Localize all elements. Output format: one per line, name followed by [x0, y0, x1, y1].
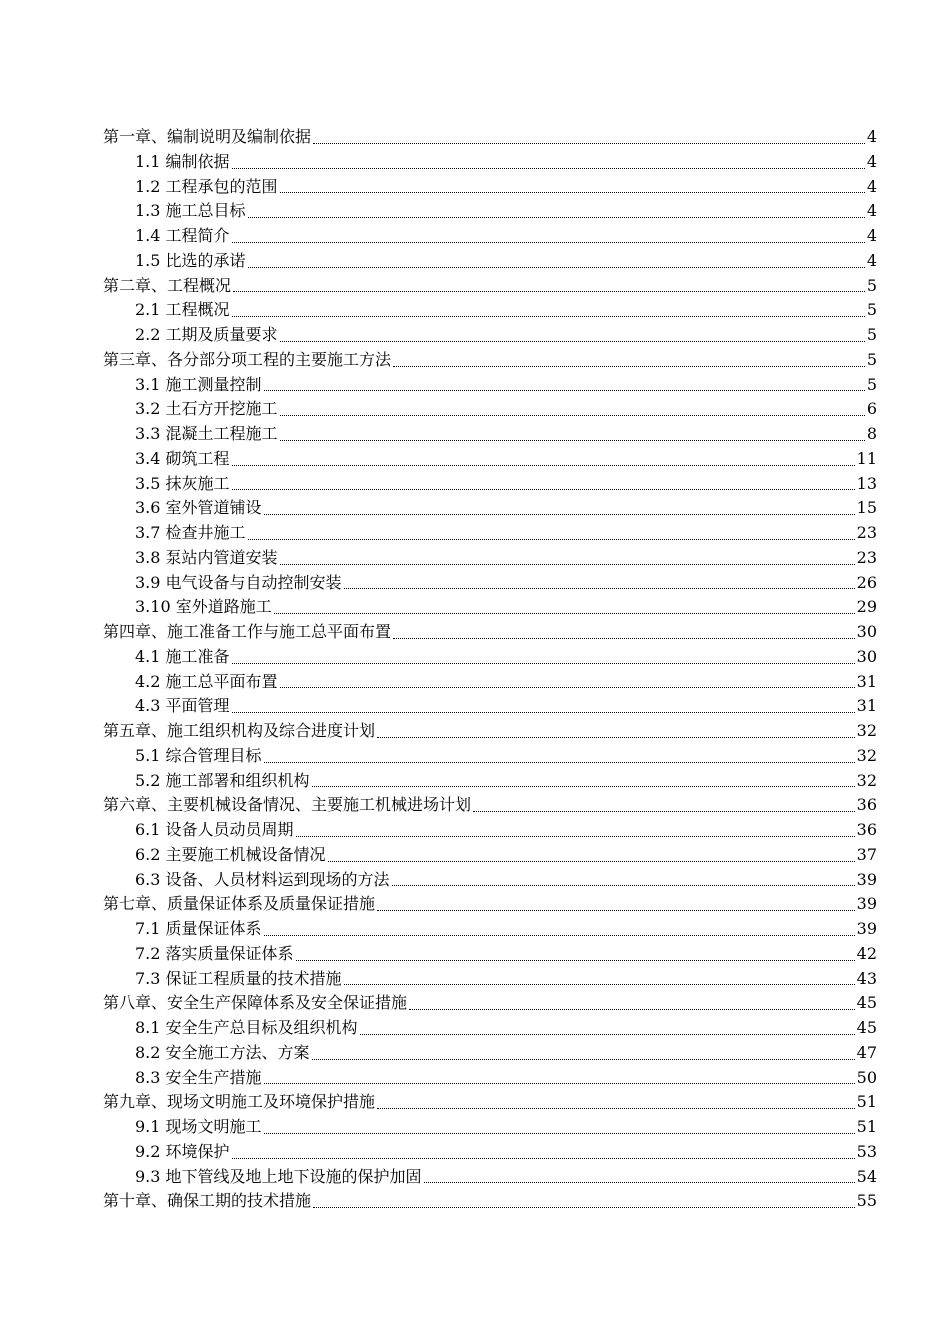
- toc-section-entry[interactable]: [103, 472, 877, 497]
- toc-dot-leader: [360, 1033, 855, 1035]
- toc-dot-leader: [264, 513, 855, 515]
- toc-dot-leader: [232, 662, 855, 664]
- toc-dot-leader: [377, 909, 855, 911]
- toc-entry-title: 第八章、安全生产保障体系及安全保证措施: [103, 993, 408, 1013]
- toc-entry-title: 8.2 安全施工方法、方案: [135, 1042, 310, 1062]
- toc-section-entry[interactable]: [103, 496, 877, 521]
- toc-entry-page-number: 4: [866, 226, 877, 245]
- toc-entry-page-number: 36: [856, 820, 877, 839]
- toc-dot-leader: [248, 538, 855, 540]
- toc-section-entry[interactable]: [103, 843, 877, 868]
- toc-section-entry[interactable]: [103, 199, 877, 224]
- toc-dot-leader: [473, 810, 855, 812]
- toc-section-entry[interactable]: [103, 670, 877, 695]
- toc-entry-title: 3.1 施工测量控制: [135, 374, 262, 394]
- toc-section-entry[interactable]: [103, 942, 877, 967]
- toc-entry-title: 4.3 平面管理: [135, 696, 230, 716]
- toc-section-entry[interactable]: [103, 1115, 877, 1140]
- toc-entry-title: 1.4 工程简介: [135, 226, 230, 245]
- toc-chapter-entry[interactable]: [103, 719, 877, 744]
- toc-chapter-entry[interactable]: [103, 892, 877, 917]
- toc-entry-page-number: 11: [856, 448, 877, 468]
- toc-dot-leader: [232, 1157, 855, 1159]
- toc-chapter-entry[interactable]: [103, 793, 877, 818]
- toc-entry-page-number: 15: [856, 498, 877, 518]
- toc-entry-page-number: 29: [856, 597, 877, 617]
- toc-section-entry[interactable]: [103, 645, 877, 670]
- toc-section-entry[interactable]: [103, 422, 877, 447]
- toc-entry-title: 第十章、确保工期的技术措施: [103, 1191, 312, 1211]
- toc-dot-leader: [264, 1082, 855, 1084]
- toc-entry-title: 1.2 工程承包的范围: [135, 176, 278, 196]
- toc-dot-leader: [344, 587, 855, 589]
- toc-dot-leader: [232, 464, 855, 466]
- toc-entry-title: 3.4 砌筑工程: [135, 448, 230, 468]
- toc-section-entry[interactable]: [103, 1140, 877, 1165]
- toc-dot-leader: [248, 216, 865, 218]
- toc-entry-page-number: 5: [866, 275, 877, 295]
- toc-entry-page-number: 13: [856, 473, 877, 493]
- toc-entry-page-number: 51: [856, 1092, 877, 1112]
- toc-entry-title: 第四章、施工准备工作与施工总平面布置: [103, 622, 392, 641]
- toc-entry-title: 3.3 混凝土工程施工: [135, 424, 278, 443]
- toc-chapter-entry[interactable]: [103, 274, 877, 299]
- toc-dot-leader: [264, 761, 855, 763]
- toc-entry-title: 第五章、施工组织机构及综合进度计划: [103, 721, 376, 740]
- toc-dot-leader: [393, 365, 865, 367]
- toc-entry-page-number: 47: [856, 1042, 877, 1062]
- toc-dot-leader: [232, 488, 855, 490]
- toc-entry-title: 4.1 施工准备: [135, 646, 230, 666]
- toc-dot-leader: [409, 1008, 855, 1010]
- toc-dot-leader: [280, 686, 855, 688]
- toc-entry-title: 9.3 地下管线及地上地下设施的保护加固: [135, 1166, 422, 1186]
- toc-entry-page-number: 8: [866, 424, 877, 443]
- toc-dot-leader: [232, 711, 855, 713]
- toc-entry-title: 3.2 土石方开挖施工: [135, 399, 278, 419]
- toc-entry-page-number: 45: [856, 1018, 877, 1037]
- toc-entry-title: 4.2 施工总平面布置: [135, 671, 278, 691]
- toc-entry-title: 6.3 设备、人员材料运到现场的方法: [135, 869, 390, 889]
- toc-entry-title: 3.9 电气设备与自动控制安装: [135, 572, 342, 592]
- toc-dot-leader: [296, 959, 855, 961]
- toc-entry-title: 8.3 安全生产措施: [135, 1067, 262, 1087]
- toc-dot-leader: [280, 340, 865, 342]
- toc-dot-leader: [377, 736, 855, 738]
- toc-chapter-entry[interactable]: [103, 1090, 877, 1115]
- toc-entry-title: 5.1 综合管理目标: [135, 745, 262, 765]
- toc-entry-title: 3.5 抹灰施工: [135, 473, 230, 493]
- toc-section-entry[interactable]: [103, 818, 877, 843]
- toc-entry-title: 7.2 落实质量保证体系: [135, 943, 294, 963]
- toc-section-entry[interactable]: [103, 1066, 877, 1091]
- toc-entry-title: 第三章、各分部分项工程的主要施工方法: [103, 349, 392, 369]
- toc-dot-leader: [377, 1107, 855, 1109]
- toc-dot-leader: [313, 1206, 855, 1208]
- toc-entry-title: 第一章、编制说明及编制依据: [103, 127, 312, 146]
- toc-entry-page-number: 42: [856, 943, 877, 963]
- toc-entry-page-number: 39: [856, 919, 877, 938]
- toc-entry-title: 3.7 检查井施工: [135, 523, 246, 542]
- toc-section-entry[interactable]: [103, 447, 877, 472]
- toc-entry-page-number: 54: [856, 1166, 877, 1186]
- toc-section-entry[interactable]: [103, 744, 877, 769]
- toc-dot-leader: [232, 241, 865, 243]
- toc-dot-leader: [313, 142, 865, 144]
- toc-section-entry[interactable]: [103, 323, 877, 348]
- toc-entry-page-number: 36: [856, 795, 877, 815]
- toc-dot-leader: [264, 1132, 855, 1134]
- toc-chapter-entry[interactable]: [103, 348, 877, 373]
- toc-dot-leader: [280, 414, 865, 416]
- toc-dot-leader: [312, 1058, 855, 1060]
- toc-section-entry[interactable]: [103, 224, 877, 249]
- toc-entry-page-number: 32: [856, 770, 877, 790]
- toc-dot-leader: [274, 612, 855, 614]
- toc-entry-page-number: 32: [856, 721, 877, 740]
- toc-section-entry[interactable]: [103, 1165, 877, 1190]
- toc-entry-page-number: 43: [856, 968, 877, 988]
- toc-entry-page-number: 23: [856, 547, 877, 567]
- toc-section-entry[interactable]: [103, 175, 877, 200]
- toc-entry-title: 1.5 比选的承诺: [135, 250, 246, 270]
- toc-section-entry[interactable]: [103, 868, 877, 893]
- toc-dot-leader: [312, 785, 855, 787]
- toc-dot-leader: [328, 860, 855, 862]
- toc-section-entry[interactable]: [103, 1041, 877, 1066]
- toc-dot-leader: [232, 315, 865, 317]
- toc-entry-page-number: 45: [856, 993, 877, 1013]
- toc-entry-title: 第六章、主要机械设备情况、主要施工机械进场计划: [103, 795, 472, 815]
- toc-entry-title: 7.3 保证工程质量的技术措施: [135, 968, 342, 988]
- toc-dot-leader: [344, 983, 855, 985]
- toc-entry-page-number: 51: [856, 1117, 877, 1136]
- toc-chapter-entry[interactable]: [103, 991, 877, 1016]
- toc-entry-page-number: 4: [866, 127, 877, 146]
- toc-section-entry[interactable]: [103, 521, 877, 546]
- toc-chapter-entry[interactable]: [103, 620, 877, 645]
- toc-entry-title: 第二章、工程概况: [103, 275, 232, 295]
- toc-chapter-entry[interactable]: [103, 1189, 877, 1214]
- toc-entry-title: 6.1 设备人员动员周期: [135, 820, 294, 839]
- toc-entry-title: 6.2 主要施工机械设备情况: [135, 844, 326, 864]
- toc-entry-title: 第七章、质量保证体系及质量保证措施: [103, 894, 376, 914]
- toc-entry-title: 1.3 施工总目标: [135, 201, 246, 221]
- toc-entry-page-number: 39: [856, 894, 877, 914]
- toc-entry-page-number: 55: [856, 1191, 877, 1211]
- toc-chapter-entry[interactable]: [103, 125, 877, 150]
- toc-entry-page-number: 5: [866, 325, 877, 344]
- toc-section-entry[interactable]: [103, 967, 877, 992]
- toc-section-entry[interactable]: [103, 595, 877, 620]
- toc-section-entry[interactable]: [103, 397, 877, 422]
- toc-section-entry[interactable]: [103, 917, 877, 942]
- toc-entry-title: 2.1 工程概况: [135, 300, 230, 320]
- toc-entry-page-number: 4: [866, 151, 877, 171]
- toc-entry-page-number: 26: [856, 572, 877, 592]
- toc-dot-leader: [280, 439, 865, 441]
- table-of-contents: [103, 125, 877, 1214]
- toc-section-entry[interactable]: [103, 373, 877, 398]
- toc-section-entry[interactable]: [103, 571, 877, 596]
- toc-entry-page-number: 31: [856, 696, 877, 716]
- toc-dot-leader: [296, 835, 855, 837]
- toc-entry-page-number: 32: [856, 745, 877, 765]
- toc-dot-leader: [264, 934, 855, 936]
- toc-entry-title: 3.6 室外管道铺设: [135, 498, 262, 518]
- toc-entry-page-number: 30: [856, 646, 877, 666]
- toc-dot-leader: [248, 266, 865, 268]
- toc-section-entry[interactable]: [103, 298, 877, 323]
- toc-dot-leader: [392, 884, 855, 886]
- toc-dot-leader: [232, 167, 865, 169]
- toc-entry-title: 9.2 环境保护: [135, 1141, 230, 1161]
- toc-entry-page-number: 5: [866, 300, 877, 320]
- toc-dot-leader: [233, 290, 865, 292]
- toc-dot-leader: [280, 563, 855, 565]
- toc-entry-title: 2.2 工期及质量要求: [135, 325, 278, 344]
- toc-entry-title: 8.1 安全生产总目标及组织机构: [135, 1018, 358, 1037]
- toc-dot-leader: [264, 389, 865, 391]
- toc-entry-page-number: 4: [866, 176, 877, 196]
- toc-entry-page-number: 31: [856, 671, 877, 691]
- toc-section-entry[interactable]: [103, 694, 877, 719]
- toc-entry-title: 第九章、现场文明施工及环境保护措施: [103, 1092, 376, 1112]
- toc-section-entry[interactable]: [103, 546, 877, 571]
- toc-section-entry[interactable]: [103, 249, 877, 274]
- toc-entry-page-number: 37: [856, 844, 877, 864]
- toc-entry-page-number: 50: [856, 1067, 877, 1087]
- toc-section-entry[interactable]: [103, 1016, 877, 1041]
- toc-entry-page-number: 4: [866, 201, 877, 221]
- toc-entry-page-number: 23: [856, 523, 877, 542]
- toc-entry-page-number: 5: [866, 374, 877, 394]
- toc-dot-leader: [280, 191, 865, 193]
- toc-entry-title: 3.8 泵站内管道安装: [135, 547, 278, 567]
- toc-entry-title: 1.1 编制依据: [135, 151, 230, 171]
- toc-entry-page-number: 4: [866, 250, 877, 270]
- toc-dot-leader: [393, 637, 855, 639]
- toc-dot-leader: [424, 1181, 855, 1183]
- toc-entry-title: 7.1 质量保证体系: [135, 919, 262, 938]
- toc-entry-title: 9.1 现场文明施工: [135, 1117, 262, 1136]
- toc-entry-title: 3.10 室外道路施工: [135, 597, 272, 617]
- toc-section-entry[interactable]: [103, 769, 877, 794]
- toc-entry-page-number: 39: [856, 869, 877, 889]
- toc-entry-page-number: 30: [856, 622, 877, 641]
- toc-entry-page-number: 53: [856, 1141, 877, 1161]
- toc-entry-page-number: 5: [866, 349, 877, 369]
- toc-entry-page-number: 6: [866, 399, 877, 419]
- toc-entry-title: 5.2 施工部署和组织机构: [135, 770, 310, 790]
- toc-section-entry[interactable]: [103, 150, 877, 175]
